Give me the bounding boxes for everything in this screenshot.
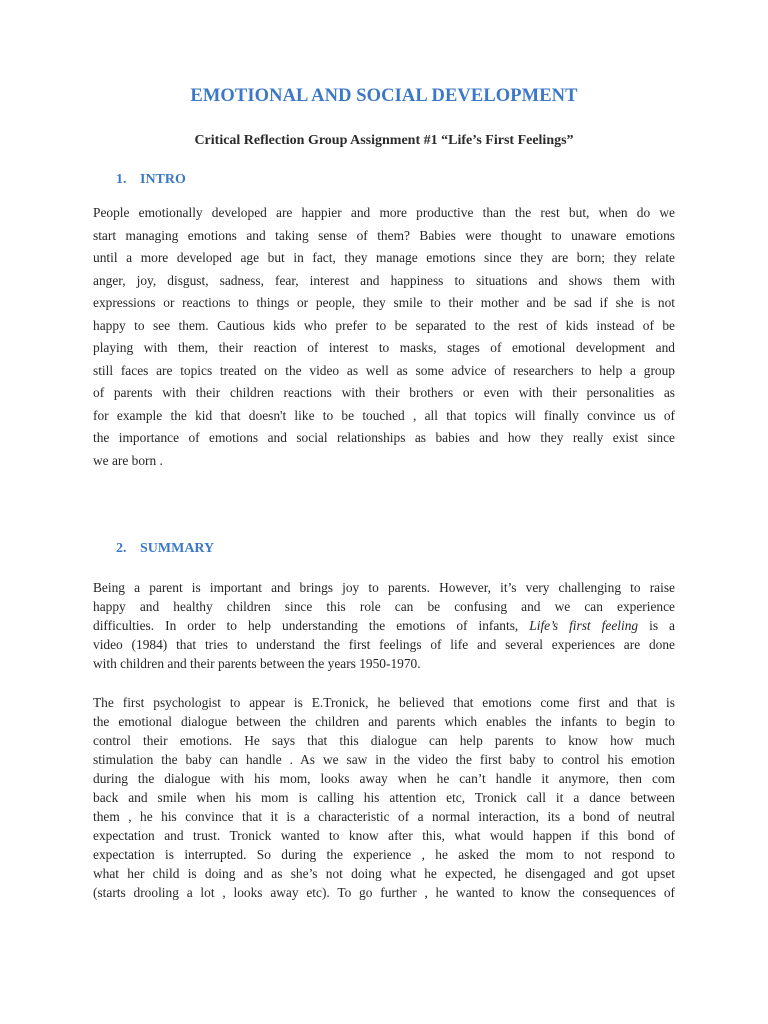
text-line: happy and healthy children since this role can be confusing and we can experience xyxy=(93,599,675,614)
text-line: (starts drooling a lot , looks away etc). To go further , he wanted to know the consequences of xyxy=(93,885,675,900)
text-line: of parents with their children reactions with their brothers or even with their personalities as xyxy=(93,385,675,401)
document-subtitle: Critical Reflection Group Assignment #1 “Life’s First Feelings” xyxy=(194,133,574,148)
text-line: happy to see them. Cautious kids who prefer to be separated to the rest of kids instead of be xyxy=(93,317,675,333)
section-title: SUMMARY xyxy=(140,541,215,556)
text-line: People emotionally developed are happier and more productive than the rest but, when do we xyxy=(93,205,675,220)
text-line: stimulation the baby can handle . As we saw in the video the first baby to control his emotion xyxy=(93,752,675,767)
text-line: them , he his convince that it is a characteristic of a normal interaction, its a bond of neutral xyxy=(93,809,675,824)
summary-paragraph-2 xyxy=(93,693,675,902)
text-line: during the dialogue with his mom, looks away when he can’t handle it anymore, then com xyxy=(93,771,675,786)
text-line: the importance of emotions and social relationships as babies and how they really exist since xyxy=(93,430,675,446)
text-line: what her child is doing and as she’s not doing what he expected, he disengaged and got upset xyxy=(93,866,675,881)
text-line: expressions or reactions to things or people, they smile to their mother and be sad if she is not xyxy=(93,295,675,311)
document-title: EMOTIONAL AND SOCIAL DEVELOPMENT xyxy=(190,86,578,106)
section-number: 2. xyxy=(116,541,127,556)
text-line: back and smile when his mom is calling his attention etc, Tronick call it a dance between xyxy=(93,790,675,805)
text-line: for example the kid that doesn't like to be touched , all that topics will finally convince us of xyxy=(93,407,675,423)
text-line: we are born . xyxy=(93,453,163,469)
video-title-italic: Life’s first feeling xyxy=(529,618,639,633)
text-line: difficulties. In order to help understanding the emotions of infants, Life’s first feeling is a xyxy=(93,618,675,633)
summary-paragraph-1 xyxy=(93,578,675,673)
section-title: INTRO xyxy=(140,172,186,187)
text-line: the emotional dialogue between the children and parents which enables the infants to begin to xyxy=(93,714,675,729)
text-line: still faces are topics treated on the video as well as some advice of researchers to help a group xyxy=(93,362,675,378)
text-line: playing with them, their reaction of interest to masks, stages of emotional development and xyxy=(93,340,675,356)
text-line: The first psychologist to appear is E.Tronick, he believed that emotions come first and that is xyxy=(93,695,675,710)
text-line: video (1984) that tries to understand the first feelings of life and several experiences are done xyxy=(93,637,675,652)
section-heading-summary xyxy=(116,541,214,557)
text-line: with children and their parents between the years 1950-1970. xyxy=(93,656,421,671)
text-line: anger, joy, disgust, sadness, fear, interest and happiness to situations and shows them with xyxy=(93,272,675,288)
text-line: expectation is interrupted. So during the experience , he asked the mom to not respond to xyxy=(93,847,675,862)
text-line: Being a parent is important and brings joy to parents. However, it’s very challenging to raise xyxy=(93,580,675,595)
text-line: expectation and trust. Tronick wanted to know after this, what would happen if this bond of xyxy=(93,828,675,843)
section-number: 1. xyxy=(116,172,127,187)
text-line: start managing emotions and taking sense of them? Babies were thought to unaware emotions xyxy=(93,227,675,243)
section-heading-intro xyxy=(116,172,186,188)
text-line: until a more developed age but in fact, they manage emotions since they are born; they relate xyxy=(93,250,675,266)
intro-paragraph xyxy=(93,202,675,473)
text-line: control their emotions. He says that this dialogue can help parents to know how much xyxy=(93,733,675,748)
